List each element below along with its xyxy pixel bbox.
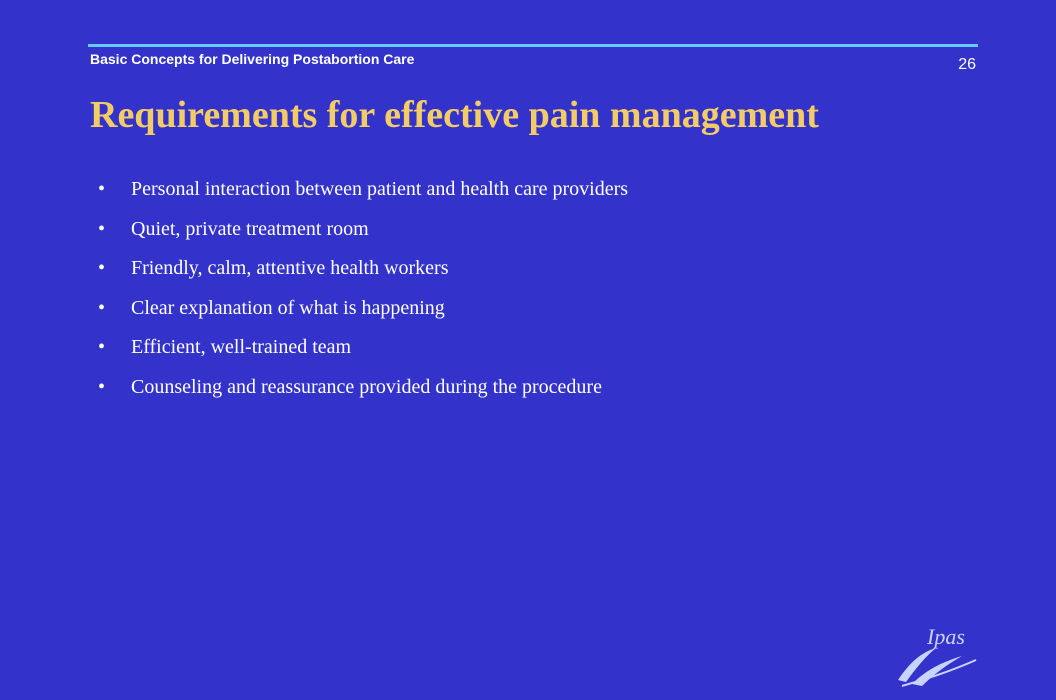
bullet-item bbox=[98, 297, 628, 337]
bullet-text: Personal interaction between patient and health care providers bbox=[131, 178, 629, 200]
bullet-icon: • bbox=[98, 296, 106, 319]
bullet-icon: • bbox=[98, 336, 106, 358]
bullet-text: Counseling and reassurance provided during the procedure bbox=[131, 375, 602, 398]
bullet-item bbox=[98, 257, 628, 297]
bullet-text: Friendly, calm, attentive health workers bbox=[131, 257, 449, 279]
page-number: 26 bbox=[958, 56, 976, 73]
bullet-icon: • bbox=[98, 375, 106, 398]
bullet-icon: • bbox=[98, 257, 106, 279]
bullet-item bbox=[98, 336, 628, 376]
bullet-icon: • bbox=[98, 217, 106, 240]
header-title: Basic Concepts for Delivering Postabortion Care bbox=[90, 51, 415, 67]
bullet-item bbox=[98, 178, 628, 218]
bullet-text: Quiet, private treatment room bbox=[131, 217, 369, 240]
bullet-list bbox=[98, 178, 628, 415]
bullet-text: Clear explanation of what is happening bbox=[131, 296, 445, 319]
bullet-icon: • bbox=[98, 178, 106, 200]
logo-text: Ipas bbox=[927, 624, 965, 649]
bullet-item bbox=[98, 218, 628, 258]
header-rule bbox=[88, 44, 978, 47]
slide-title: Requirements for effective pain management bbox=[90, 94, 819, 136]
bullet-text: Efficient, well-trained team bbox=[131, 336, 352, 358]
bullet-item bbox=[98, 376, 628, 416]
